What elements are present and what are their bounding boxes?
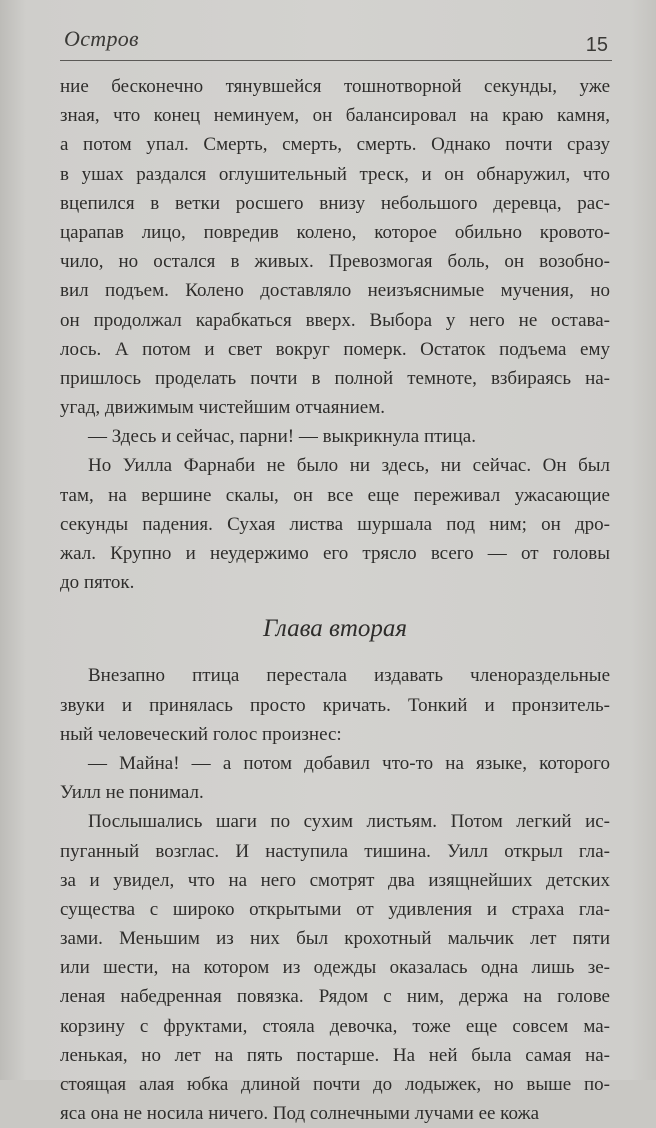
text-line: угад, движимым чистейшим отчаянием. [60,397,386,419]
text-line: Внезапно птица перестала издавать членораздельные [88,665,610,687]
chapter-heading: Глава вторая [262,615,408,643]
text-line: ный человеческий голос произнес: [60,723,342,745]
text-line: ленькая, но лет на пять постарше. На ней была самая на- [60,1044,610,1066]
running-title: Остров [64,26,139,51]
text-line: корзину с фруктами, стояла девочка, тоже еще совсем ма- [60,1015,610,1037]
paragraph [60,749,610,807]
text-line: Уилл не понимал. [60,782,204,804]
text-line: чило, но остался в живых. Превозмогая боль, он возобно- [60,251,610,273]
text-line: существа с широко открытыми от удивления и страха гла- [60,898,610,920]
text-line: — Майна! — а потом добавил что-то на языке, которого [88,752,610,774]
text-line: звуки и принялась просто кричать. Тонкий и пронзитель- [60,694,610,716]
text-line: Послышались шаги по сухим листьям. Потом легкий ис- [88,811,610,833]
text-line: до пяток. [60,572,135,594]
paragraph [60,72,610,422]
text-line: секунды падения. Сухая листва шуршала под ним; он дро- [60,513,610,535]
text-line: зная, что конец неминуем, он балансировал на краю камня, [60,105,610,127]
text-line: зами. Меньшим из них был крохотный мальчик лет пяти [60,928,610,950]
text-line: — Здесь и сейчас, парни! — выкрикнула птица. [88,426,476,448]
paragraph [60,451,610,597]
text-after-chapter [60,661,610,1128]
paragraph [60,661,610,749]
text-line: пришлось проделать почти в полной темноте, взбираясь на- [60,367,610,389]
text-line: в ушах раздался оглушительный треск, и он обнаружил, что [60,163,610,185]
text-line: или шести, на котором из одежды оказалась одна лишь зе- [60,957,610,979]
text-line: Но Уилла Фарнаби не было ни здесь, ни сейчас. Он был [88,455,610,477]
text-line: вил подъем. Колено доставляло неизъяснимые мучения, но [60,280,610,302]
text-line: ние бесконечно тянувшейся тошнотворной секунды, уже [60,76,610,97]
text-line: пуганный возглас. И наступила тишина. Уилл открыл гла- [60,840,610,862]
text-line: стоящая алая юбка длиной почти до лодыжек, но выше по- [60,1074,610,1095]
body-text [60,72,610,1128]
paragraph [60,422,610,451]
text-line: леная набедренная повязка. Рядом с ним, держа на голове [60,986,610,1008]
text-line: а потом упал. Смерть, смерть, смерть. Однако почти сразу [60,134,610,156]
text-line: там, на вершине скалы, он все еще переживал ужасающие [60,484,610,506]
page-number: 15 [585,34,608,56]
text-line: жал. Крупно и неудержимо его трясло всего — от головы [60,543,610,564]
running-head [60,20,612,61]
text-line: яса она не носила ничего. Под солнечными лучами ее кожа [60,1103,540,1125]
text-line: лось. А потом и свет вокруг померк. Остаток подъема ему [60,338,610,360]
text-line: царапав лицо, повредив колено, которое обильно кровото- [60,221,610,243]
text-line: он продолжал карабкаться вверх. Выбора у него не остава- [60,309,610,331]
text-line: за и увидел, что на него смотрят два изящнейших детских [60,869,610,891]
text-before-chapter [60,72,610,597]
text-line: вцепился в ветки росшего внизу небольшого деревца, рас- [60,192,610,214]
